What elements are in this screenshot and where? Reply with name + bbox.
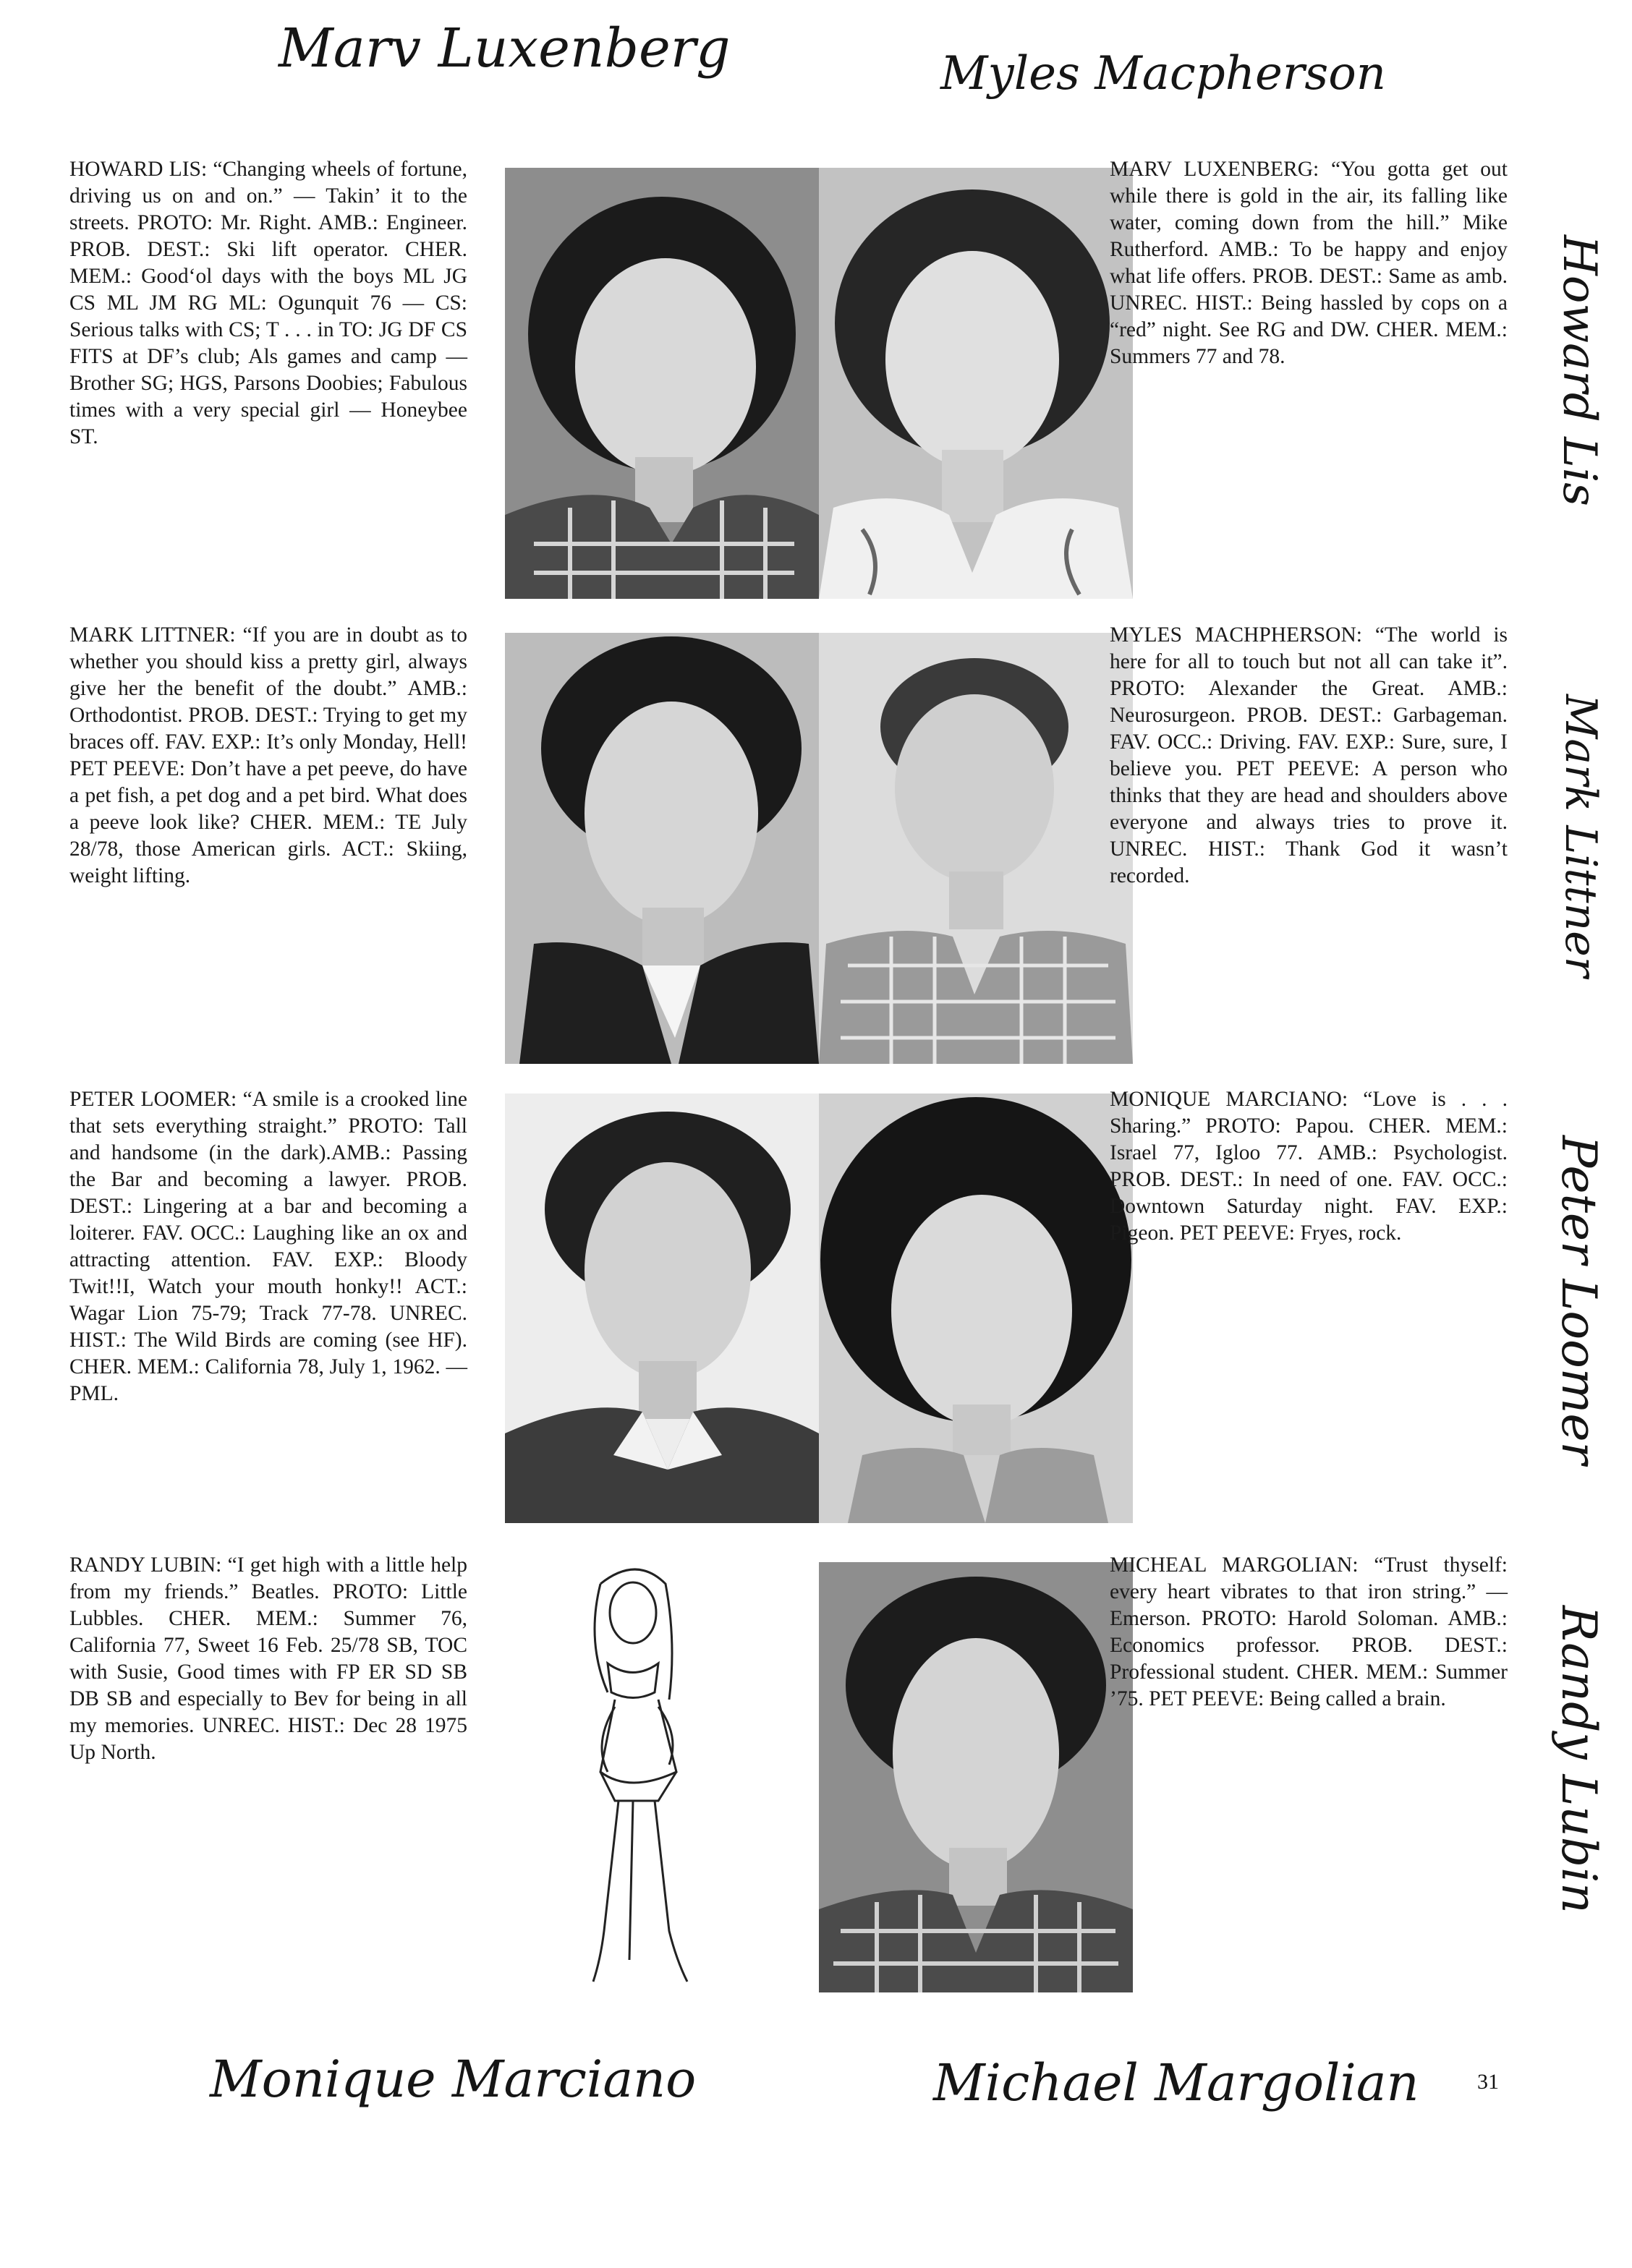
portrait-marv-luxenberg xyxy=(819,168,1133,599)
portrait-peter-loomer xyxy=(505,1094,819,1523)
cartoon-drawing xyxy=(550,1555,738,1989)
portrait-howard-lis xyxy=(505,168,819,599)
bio-micheal-margolian: MICHEAL MARGOLIAN: “Trust thyself: every heart vibrates to that iron string.” —Emerson. PROTO: Harold Soloman. AMB.: Economics professor. PROB. DEST.: Professional student. CHER. MEM.: Summer ’75. PET PEEVE: Being called a brain. xyxy=(1110,1553,1508,1710)
signature-myles-macpherson: Myles Macpherson xyxy=(940,47,1386,101)
signature-howard-lis: Howard Lis xyxy=(1552,235,1606,506)
bio-howard-lis: HOWARD LIS: “Changing wheels of fortune, driving us on and on.” — Takin’ it to the streets. PROTO: Mr. Right. AMB.: Engineer. PROB. DEST.: Ski lift operator. CHER. MEM.: Good‘ol days with the boys ML JG CS ML JM RG ML: Ogunquit 76 — CS: Serious talks with CS; T . . . in TO: JG DF CS FITS at DF’s club; Als games and camp — Brother SG; HGS, Parsons Doobies; Fabulous times with a very special girl — Honeybee ST. xyxy=(69,158,467,448)
signature-randy-lubin: Randy Lubin xyxy=(1551,1606,1607,1914)
signature-marv-luxenberg: Marv Luxenberg xyxy=(279,17,731,80)
bio-mark-littner: MARK LITTNER: “If you are in doubt as to whether you should kiss a pretty girl, always give her the benefit of the doubt.” AMB.: Orthodontist. PROB. DEST.: Trying to get my braces off. FAV. EXP.: It’s only Monday, Hell! PET PEEVE: Don’t have a pet peeve, do have a pet fish, a pet dog and a pet bird. What does a peeve look like? CHER. MEM.: TE July 28/78, those American girls. ACT.: Skiing, weight lifting. xyxy=(69,623,467,887)
signature-peter-loomer: Peter Loomer xyxy=(1551,1135,1607,1465)
portrait-myles-machpherson xyxy=(819,633,1133,1064)
bio-randy-lubin: RANDY LUBIN: “I get high with a little help from my friends.” Beatles. PROTO: Little Lubbles. CHER. MEM.: Summer 76, California 77, Sweet 16 Feb. 25/78 SB, TOC with Susie, Good times with FP ER SD SB DB SB and especially to Bev for being in all my memories. UNREC. HIST.: Dec 28 1975 Up North. xyxy=(69,1553,467,1764)
page-number: 31 xyxy=(1477,2070,1499,2094)
signature-mark-littner: Mark Littner xyxy=(1555,694,1606,978)
signature-monique-marciano: Monique Marciano xyxy=(210,2050,697,2109)
portrait-micheal-margolian xyxy=(819,1562,1133,1992)
bio-monique-marciano: MONIQUE MARCIANO: “Love is . . . Sharing.” PROTO: Papou. CHER. MEM.: Israel 77, Igloo 77. AMB.: Psychologist. PROB. DEST.: In need of one. FAV. OCC.: Downtown Saturday night. FAV. EXP.: Pigeon. PET PEEVE: Fryes, rock. xyxy=(1110,1088,1508,1245)
portrait-mark-littner xyxy=(505,633,819,1064)
portrait-monique-marciano xyxy=(819,1094,1133,1523)
bio-peter-loomer: PETER LOOMER: “A smile is a crooked line that sets everything straight.” PROTO: Tall and handsome (in the dark).AMB.: Passing the Bar and becoming a lawyer. PROB. DEST.: Lingering at a bar and becoming a loiterer. FAV. OCC.: Laughing like an ox and attracting attention. FAV. EXP.: Bloody Twit!!I, Watch your mouth honky!! ACT.: Wagar Lion 75-79; Track 77-78. UNREC. HIST.: The Wild Birds are coming (see HF). CHER. MEM.: California 78, July 1, 1962. —PML. xyxy=(69,1088,467,1405)
bio-marv-luxenberg: MARV LUXENBERG: “You gotta get out while there is gold in the air, its falling like water, coming down from the hill.” Mike Rutherford. AMB.: To be happy and enjoy what life offers. PROB. DEST.: Same as amb. UNREC. HIST.: Being hassled by cops on a “red” night. See RG and DW. CHER. MEM.: Summers 77 and 78. xyxy=(1110,158,1508,368)
signature-michael-margolian: Michael Margolian xyxy=(933,2053,1419,2113)
bio-myles-machpherson: MYLES MACHPHERSON: “The world is here for all to touch but not all can take it”. PROTO: Alexander the Great. AMB.: Neurosurgeon. PROB. DEST.: Garbageman. FAV. OCC.: Driving. FAV. EXP.: Sure, sure, I believe you. PET PEEVE: A person who thinks that they are head and shoulders above everyone and always tries to prove it. UNREC. HIST.: Thank God it wasn’t recorded. xyxy=(1110,623,1508,887)
